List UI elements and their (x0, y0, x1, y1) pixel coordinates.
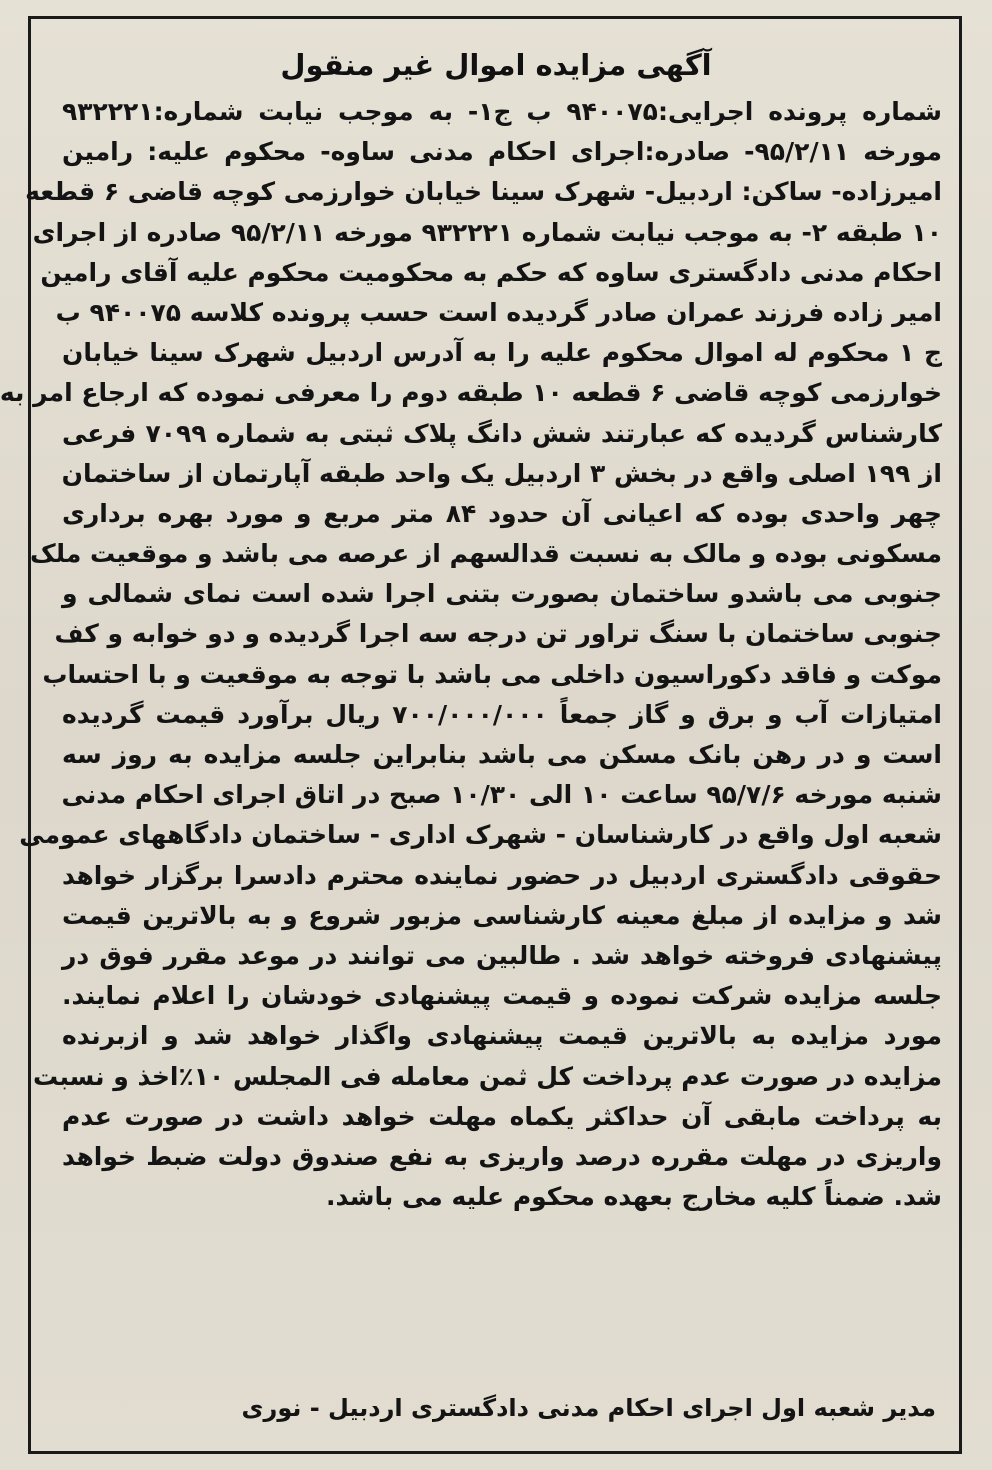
notice-line: مورد مزایده به بالاترین قیمت پیشنهادی واگذار خواهد شد و ازبرنده (62, 1021, 942, 1051)
notice-line: کارشناس گردیده که عبارتند شش دانگ پلاک ثبتی به شماره ۷۰۹۹ فرعی (62, 418, 942, 448)
notice-signature: مدیر شعبه اول اجرای احکام مدنی دادگستری اردبیل - نوری (241, 1394, 936, 1422)
notice-line: ج ۱ محکوم له اموال محکوم علیه را به آدرس اردبیل شهرک سینا خیابان (62, 338, 942, 368)
notice-line: خوارزمی کوچه قاضی ۶ قطعه ۱۰ طبقه دوم را معرفی نموده که ارجاع امر به (0, 378, 942, 408)
notice-body (0, 92, 943, 1217)
notice-line: حقوقی دادگستری اردبیل در حضور نماینده محترم دادسرا برگزار خواهد (62, 860, 942, 890)
notice-line: شعبه اول واقع در کارشناسان - شهرک اداری - ساختمان دادگاههای عمومی (19, 820, 942, 850)
notice-line: جلسه مزایده شرکت نموده و قیمت پیشنهادی خودشان را اعلام نمایند. (62, 981, 942, 1011)
notice-line: پیشنهادی فروخته خواهد شد . طالبین می توانند در موعد مقرر فوق در (62, 940, 942, 970)
notice-line: شماره پرونده اجرایی:۹۴۰۰۷۵ ب ج۱- به موجب نیابت شماره:۹۳۲۲۲۱ (62, 97, 942, 126)
notice-line: واریزی در مهلت مقرره درصد واریزی به نفع صندوق دولت ضبط خواهد (62, 1141, 942, 1171)
notice-line: امتیازات آب و برق و گاز جمعاً ۷۰۰/۰۰۰/۰۰۰ ریال برآورد قیمت گردیده (62, 699, 943, 729)
notice-line: امیر زاده فرزند عمران صادر گردیده است حسب پرونده کلاسه ۹۴۰۰۷۵ ب (55, 297, 942, 327)
notice-line: از ۱۹۹ اصلی واقع در بخش ۳ اردبیل یک واحد طبقه آپارتمان از ساختمان (61, 458, 942, 488)
notice-title: آگهی مزایده اموال غیر منقول (280, 48, 712, 82)
notice-line: شد و مزایده از مبلغ معینه کارشناسی مزبور شروع و به بالاترین قیمت (62, 900, 942, 930)
notice-line: ۱۰ طبقه ۲- به موجب نیابت شماره ۹۳۲۲۲۱ مورخه ۹۵/۲/۱۱ صادره از اجرای (32, 217, 942, 247)
notice-line: شنبه مورخه ۹۵/۷/۶ ساعت ۱۰ الی ۱۰/۳۰ صبح در اتاق اجرای احکام مدنی (61, 780, 942, 810)
notice-line: شد. ضمناً کلیه مخارج بعهده محکوم علیه می باشد. (325, 1182, 942, 1212)
notice-line: است و در رهن بانک مسکن می باشد بنابراین جلسه مزایده به روز سه (62, 740, 942, 769)
notice-line: امیرزاده- ساکن: اردبیل- شهرک سینا خیابان خوارزمی کوچه قاضی ۶ قطعه (25, 177, 942, 207)
notice-line: مزایده در صورت عدم پرداخت کل ثمن معامله فی المجلس ۱۰٪اخذ و نسبت (33, 1061, 942, 1091)
notice-line: جنوبی ساختمان با سنگ تراور تن درجه سه اجرا گردیده و دو خوابه و کف (54, 619, 942, 649)
notice-line: به پرداخت مابقی آن حداکثر یکماه مهلت خواهد داشت در صورت عدم (62, 1101, 942, 1131)
notice-line: موکت و فاقد دکوراسیون داخلی می باشد با توجه به موقعیت و با احتساب (42, 659, 942, 689)
notice-line: چهر واحدی بوده که اعیانی آن حدود ۸۴ متر مربع و مورد بهره برداری (62, 498, 942, 528)
notice-line: مورخه ۹۵/۲/۱۱- صادره:اجرای احکام مدنی ساوه- محکوم علیه: رامین (62, 137, 942, 167)
notice-line: جنوبی می باشدو ساختمان بصورت بتنی اجرا شده است نمای شمالی و (62, 579, 942, 609)
notice-line: احکام مدنی دادگستری ساوه که حکم به محکومیت محکوم علیه آقای رامین (40, 257, 942, 287)
notice-line: مسکونی بوده و مالک به نسبت قدالسهم از عرصه می باشد و موقعیت ملک (30, 539, 942, 569)
